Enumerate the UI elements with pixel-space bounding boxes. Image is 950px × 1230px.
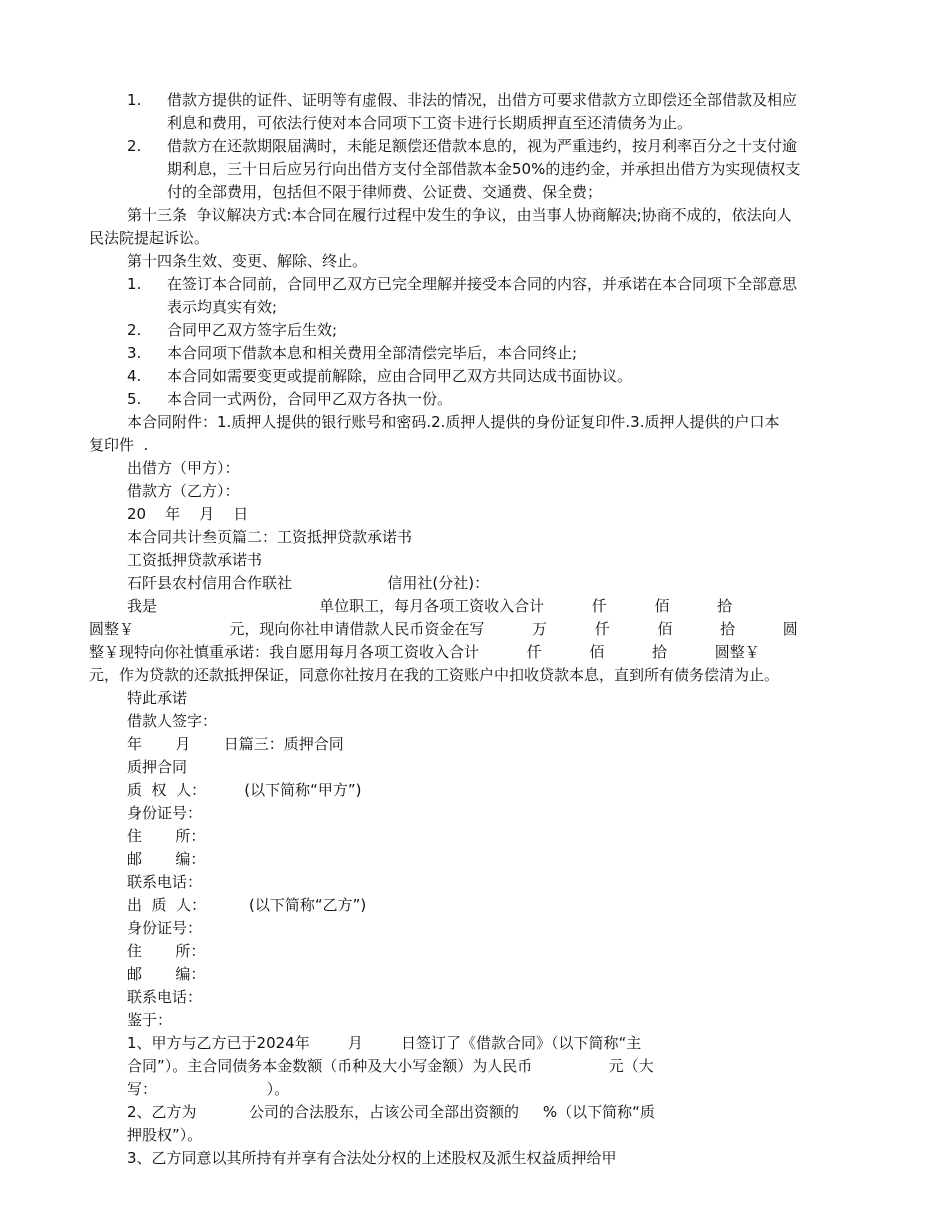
text-line: 付的全部费用，包括但不限于律师费、公证费、交通费、保全费； [167,183,603,201]
article-13-heading: 第十三条 争议解决方式:本合同在履行过程中发生的争议，由当事人协商解决;协商不成的，依法向人 [127,206,792,224]
date-line: 年 月 日篇三：质押合同 [127,735,344,753]
pledgee-line: 质 权 人： (以下简称“甲方”) [127,781,362,799]
text-line: 本合同共计叁页篇二：工资抵押贷款承诺书 [127,528,413,546]
text-line: 在签订本合同前，合同甲乙双方已完全理解并接受本合同的内容，并承诺在本合同项下全部意思 [167,275,798,293]
text-line: 合同”）。主合同债务本金数额（币种及大小写金额）为人民币 元（大 [127,1057,654,1075]
attachments-line: 本合同附件：1.质押人提供的银行账号和密码.2.质押人提供的身份证复印件.3.质押人提供的户口本 [127,413,780,431]
id-number-line: 身份证号： [127,804,203,822]
borrower-signature-line: 借款方（乙方）： [127,482,240,500]
text-line: 利息和费用，可依法行使对本合同项下工资卡进行长期质押直至还清债务为止。 [167,114,693,132]
text-line: 押股权”）。 [127,1126,203,1144]
list-number: 4. [127,367,142,385]
section-title: 质押合同 [127,758,188,776]
section-title: 工资抵押贷款承诺书 [127,551,263,569]
text-line: 借款方提供的证件、证明等有虚假、非法的情况，出借方可要求借款方立即偿还全部借款及相应 [167,91,798,109]
pledgor-line: 出 质 人： (以下简称“乙方”) [127,896,367,914]
postcode-line: 邮 编： [127,850,206,868]
text-line: 我是 单位职工，每月各项工资收入合计 仟 佰 拾 [127,597,733,615]
text-line: 民法院提起诉讼。 [89,229,210,247]
article-14-heading: 第十四条生效、变更、解除、终止。 [127,252,368,270]
lender-signature-line: 出借方（甲方）： [127,459,240,477]
text-line: 借款方在还款期限届满时，未能足额偿还借款本息的，视为严重违约，按月利率百分之十支付逾 [167,137,798,155]
list-number: 1. [127,91,142,109]
text-line: 复印件 . [89,436,149,454]
date-line: 20 年 月 日 [127,505,249,523]
text-line: 2、乙方为 公司的合法股东，占该公司全部出资额的 %（以下简称“质 [127,1103,655,1121]
text-line: 1、甲方与乙方已于2024年 月 日签订了《借款合同》（以下简称“主 [127,1034,642,1052]
addressee-line: 石阡县农村信用合作联社 信用社(分社)： [127,574,490,592]
whereas-heading: 鉴于： [127,1011,173,1029]
text-line: 本合同如需要变更或提前解除，应由合同甲乙双方共同达成书面协议。 [167,367,633,385]
text-line: 期利息，三十日后应另行向出借方支付全部借款本金50%的违约金，并承担出借方为实现债权支 [167,160,801,178]
text-line: 特此承诺 [127,689,188,707]
phone-line: 联系电话： [127,873,203,891]
text-line: 圆整￥ 元，现向你社申请借款人民币资金在写 万 仟 佰 拾 圆 [89,620,798,638]
address-line: 住 所： [127,942,206,960]
list-number: 3. [127,344,142,362]
list-number: 2. [127,321,142,339]
signature-line: 借款人签字： [127,712,218,730]
text-line: 整￥现特向你社慎重承诺：我自愿用每月各项工资收入合计 仟 佰 拾 圆整￥ [89,643,760,661]
text-line: 本合同一式两份，合同甲乙双方各执一份。 [167,390,453,408]
text-line: 3、乙方同意以其所持有并享有合法处分权的上述股权及派生权益质押给甲 [127,1149,617,1167]
text-line: 合同甲乙双方签字后生效; [167,321,338,339]
list-number: 1. [127,275,142,293]
text-line: 元，作为贷款的还款抵押保证，同意你社按月在我的工资账户中扣收贷款本息，直到所有债务偿清为止。 [89,666,780,684]
id-number-line: 身份证号： [127,919,203,937]
text-line: 写： ）。 [127,1080,290,1098]
phone-line: 联系电话： [127,988,203,1006]
text-line: 本合同项下借款本息和相关费用全部清偿完毕后，本合同终止; [167,344,578,362]
postcode-line: 邮 编： [127,965,206,983]
list-number: 2. [127,137,142,155]
address-line: 住 所： [127,827,206,845]
list-number: 5. [127,390,142,408]
text-line: 表示均真实有效; [167,298,278,316]
